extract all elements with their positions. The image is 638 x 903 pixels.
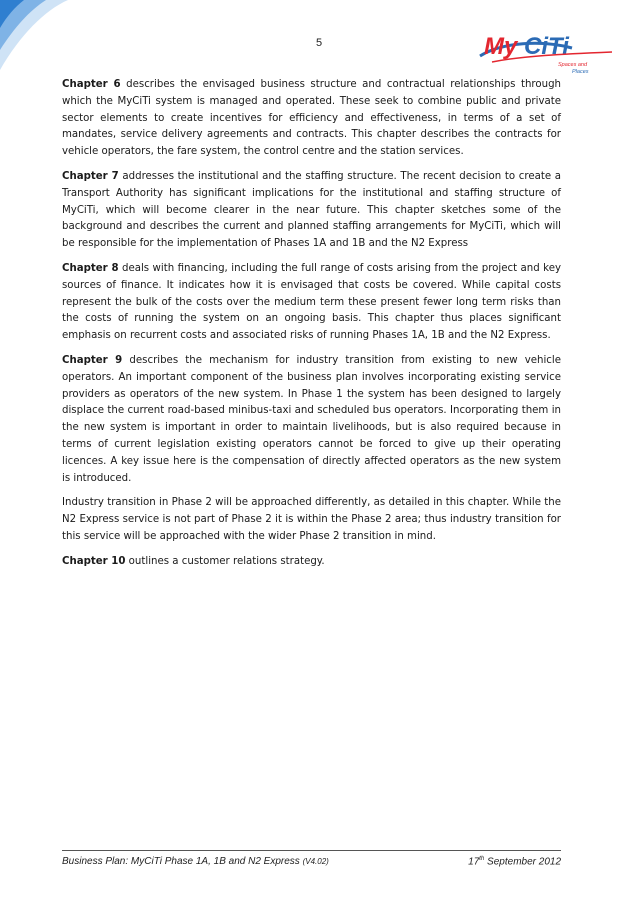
svg-text:Places: Places <box>572 69 589 75</box>
chapter-heading: Chapter 8 <box>62 262 119 274</box>
paragraph-chapter-6 <box>62 77 561 161</box>
page-number: 5 <box>315 37 323 49</box>
paragraph-text: deals with financing, including the full range of costs arising from the project and key sources of finance. It indicates how it is envisaged that costs be covered. While capital costs represent the bulk of the costs over the medium term these present fewer long term risks than the costs of running the system on an ongoing basis. This chapter thus places significant emphasis on recurrent costs and associated risks of running Phases 1A, 1B and the N2 Express. <box>62 262 561 342</box>
document-body <box>62 77 561 579</box>
chapter-heading: Chapter 10 <box>62 555 126 567</box>
paragraph-chapter-8 <box>62 261 561 345</box>
footer-date <box>468 856 561 867</box>
svg-text:Spaces and: Spaces and <box>558 62 588 68</box>
paragraph-chapter-9 <box>62 353 561 487</box>
paragraph-text: describes the mechanism for industry transition from existing to new vehicle operators. An important component of the business plan involves incorporating existing service providers as operators of the new system. In Phase 1 the system has been designed to largely displace the current road-based minibus-taxi and scheduled bus operators. Incorporating them in the new system is important in order to maintain livelihoods, but is also required because in terms of current legislation existing operators cannot be forced to give up their operating licences. A key issue here is the compensation of directly affected operators as the new system is introduced. <box>62 354 561 484</box>
chapter-heading: Chapter 7 <box>62 170 119 182</box>
paragraph-industry-transition <box>62 495 561 545</box>
footer-date-suffix: th <box>479 856 485 862</box>
footer-date-day: 17 <box>468 856 480 868</box>
svg-text:CiTi: CiTi <box>524 33 569 60</box>
paragraph-text: outlines a customer relations strategy. <box>125 555 325 567</box>
paragraph-text: Industry transition in Phase 2 will be approached differently, as detailed in this chapter. While the N2 Express service is not part of Phase 2 it is within the Phase 2 area; thus industry transition for this service will be approached with the wider Phase 2 transition in mind. <box>62 497 561 542</box>
svg-text:My: My <box>484 33 518 60</box>
footer-divider <box>62 850 561 851</box>
myciti-logo <box>472 22 622 82</box>
chapter-heading: Chapter 9 <box>62 354 123 366</box>
paragraph-text: addresses the institutional and the staffing structure. The recent decision to create a Transport Authority has significant implications for the institutional and staffing structure of MyCiTi, which will become clearer in the near future. This chapter sketches some of the background and describes the current and planned staffing arrangements for MyCiTi, which will be responsible for the implementation of Phases 1A and 1B and the N2 Express <box>62 170 561 250</box>
paragraph-chapter-10 <box>62 554 561 571</box>
chapter-heading: Chapter 6 <box>62 79 121 90</box>
footer-title <box>62 856 329 867</box>
paragraph-text: describes the envisaged business structure and contractual relationships through which the MyCiTi system is managed and operated. These seek to combine public and private sector elements to create incentives for efficiency and effectiveness, in terms of a set of mandates, service delivery agreements and contracts. This chapter describes the contracts for vehicle operators, the fare system, the control centre and the station services. <box>62 79 561 158</box>
footer-version: (V4.02) <box>302 857 329 866</box>
footer-title-text: Business Plan: MyCiTi Phase 1A, 1B and N2 Express <box>62 856 300 867</box>
paragraph-chapter-7 <box>62 169 561 253</box>
footer-date-rest: September 2012 <box>484 856 561 868</box>
